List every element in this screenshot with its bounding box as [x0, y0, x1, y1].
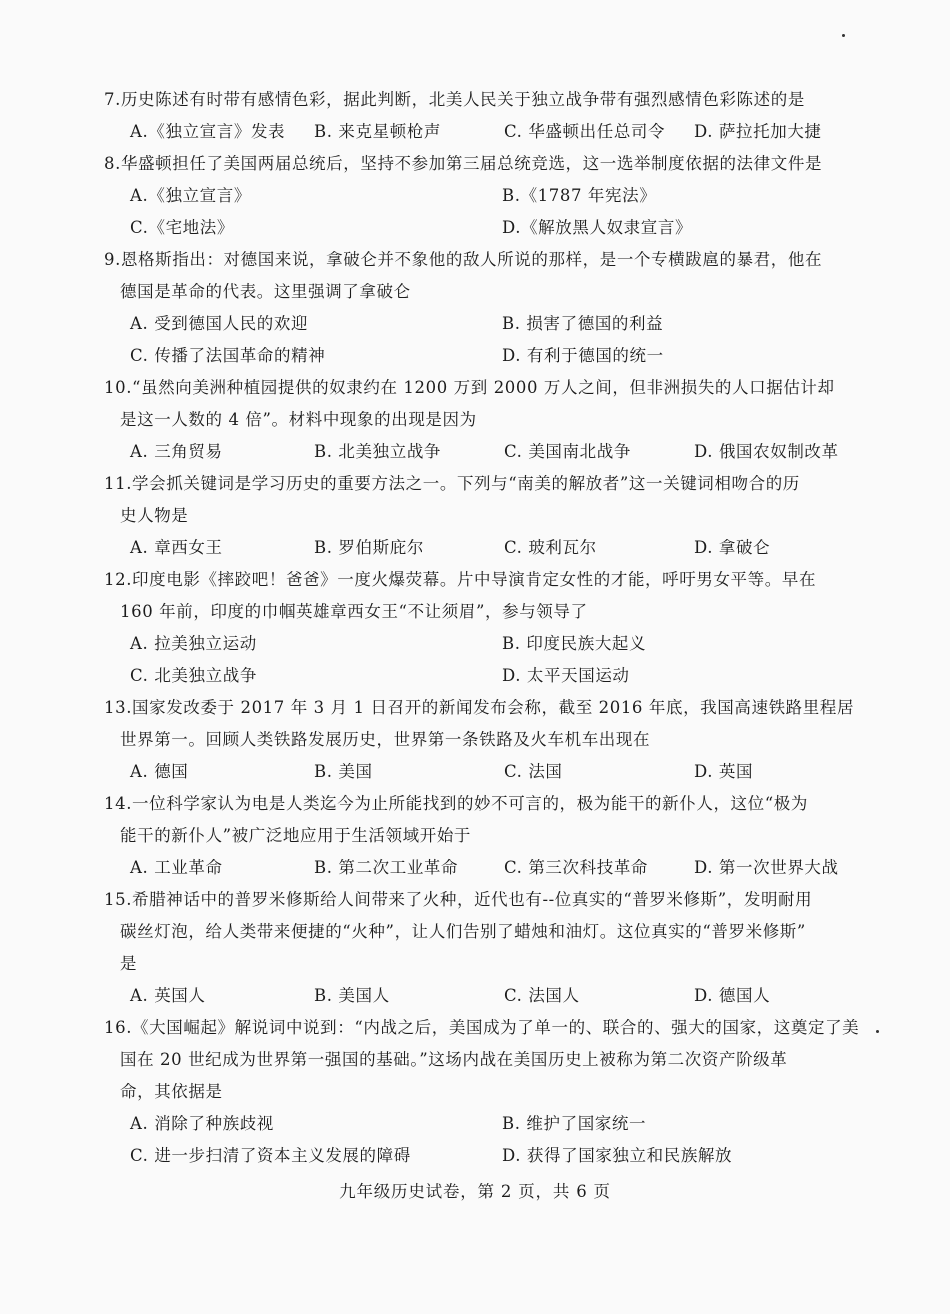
- question-stem: 7.历史陈述有时带有感情色彩，据此判断，北美人民关于独立战争带有强烈感情色彩陈述的是: [104, 90, 805, 109]
- answer-option: B. 印度民族大起义: [502, 634, 647, 653]
- question-block: [104, 468, 864, 564]
- answer-option: C. 北美独立战争: [130, 666, 257, 685]
- question-block: [104, 564, 864, 692]
- answer-options: [104, 308, 864, 372]
- question-stem: 15.希腊神话中的普罗米修斯给人间带来了火种，近代也有--位真实的“普罗米修斯”，发明耐用: [104, 890, 813, 909]
- answer-option: B. 罗伯斯庇尔: [314, 538, 424, 557]
- answer-option: D. 太平天国运动: [502, 666, 630, 685]
- question-stem: 16.《大国崛起》解说词中说到：“内战之后，美国成为了单一的、联合的、强大的国家，这奠定了美: [104, 1018, 860, 1037]
- answer-option: D. 萨拉托加大捷: [694, 122, 822, 141]
- question-stem: 10.“虽然向美洲种植园提供的奴隶约在 1200 万到 2000 万人之间，但非洲损失的人口据估计却: [104, 378, 835, 397]
- scan-speck: [842, 34, 845, 37]
- answer-options: [104, 116, 864, 148]
- answer-option: D. 第一次世界大战: [694, 858, 839, 877]
- question-stem-continued: 碳丝灯泡，给人类带来便捷的“火种”，让人们告别了蜡烛和油灯。这位真实的“普罗米修斯”: [120, 922, 806, 941]
- answer-option: B. 美国人: [314, 986, 390, 1005]
- answer-options: [104, 1108, 864, 1172]
- page-footer: 九年级历史试卷，第 2 页，共 6 页: [339, 1182, 611, 1201]
- question-stem-continued: 能干的新仆人”被广泛地应用于生活领域开始于: [120, 826, 472, 845]
- answer-option: C.《宅地法》: [130, 218, 234, 237]
- answer-option: D.《解放黑人奴隶宣言》: [502, 218, 693, 237]
- question-list: [104, 84, 864, 1172]
- question-stem: 14.一位科学家认为电是人类迄今为止所能找到的妙不可言的，极为能干的新仆人，这位“极为: [104, 794, 808, 813]
- answer-option: A.《独立宣言》: [130, 186, 251, 205]
- answer-option: D. 获得了国家独立和民族解放: [502, 1146, 733, 1165]
- question-block: [104, 372, 864, 468]
- answer-option: C. 玻利瓦尔: [504, 538, 597, 557]
- answer-option: B. 损害了德国的利益: [502, 314, 664, 333]
- question-stem-continued: 是这一人数的 4 倍”。材料中现象的出现是因为: [120, 410, 477, 429]
- answer-option: B. 维护了国家统一: [502, 1114, 647, 1133]
- question-stem-continued: 国在 20 世纪成为世界第一强国的基础。”这场内战在美国历史上被称为第二次资产阶级革: [120, 1050, 788, 1069]
- answer-option: C. 第三次科技革命: [504, 858, 649, 877]
- question-stem-continued: 是: [120, 954, 138, 973]
- answer-option: B. 第二次工业革命: [314, 858, 459, 877]
- answer-option: C. 法国人: [504, 986, 580, 1005]
- answer-option: D. 拿破仑: [694, 538, 771, 557]
- answer-option: C. 法国: [504, 762, 563, 781]
- question-stem-continued: 史人物是: [120, 506, 189, 525]
- answer-option: A. 德国: [130, 762, 189, 781]
- answer-options: [104, 436, 864, 468]
- answer-option: C. 传播了法国革命的精神: [130, 346, 326, 365]
- question-block: [104, 84, 864, 148]
- answer-option: A. 章西女王: [130, 538, 223, 557]
- answer-option: C. 美国南北战争: [504, 442, 631, 461]
- answer-option: B. 北美独立战争: [314, 442, 442, 461]
- question-block: [104, 244, 864, 372]
- answer-option: A.《独立宣言》发表: [130, 122, 286, 141]
- question-stem-continued: 德国是革命的代表。这里强调了拿破仑: [120, 282, 411, 301]
- answer-option: D. 有利于德国的统一: [502, 346, 664, 365]
- question-stem: 9.恩格斯指出：对德国来说，拿破仑并不象他的敌人所说的那样，是一个专横跋扈的暴君，他在: [104, 250, 823, 269]
- answer-options: [104, 180, 864, 244]
- answer-option: B.《1787 年宪法》: [502, 186, 657, 205]
- question-stem: 8.华盛顿担任了美国两届总统后，坚持不参加第三届总统竞选，这一选举制度依据的法律文件是: [104, 154, 823, 173]
- answer-options: [104, 756, 864, 788]
- answer-option: D. 俄国农奴制改革: [694, 442, 839, 461]
- answer-option: A. 消除了种族歧视: [130, 1114, 274, 1133]
- question-block: [104, 148, 864, 244]
- answer-options: [104, 852, 864, 884]
- answer-option: A. 英国人: [130, 986, 206, 1005]
- question-stem-continued: 160 年前，印度的巾帼英雄章西女王“不让须眉”，参与领导了: [120, 602, 588, 621]
- question-block: [104, 692, 864, 788]
- question-block: [104, 884, 864, 1012]
- answer-options: [104, 532, 864, 564]
- answer-option: A. 受到德国人民的欢迎: [130, 314, 309, 333]
- question-block: [104, 788, 864, 884]
- answer-options: [104, 980, 864, 1012]
- question-stem-continued: 命，其依据是: [120, 1082, 223, 1101]
- answer-option: D. 德国人: [694, 986, 771, 1005]
- question-block: [104, 1012, 864, 1172]
- answer-option: A. 三角贸易: [130, 442, 223, 461]
- question-stem: 13.国家发改委于 2017 年 3 月 1 日召开的新闻发布会称，截至 2016 年底，我国高速铁路里程居: [104, 698, 855, 717]
- answer-option: B. 美国: [314, 762, 373, 781]
- scan-speck: [876, 1030, 879, 1033]
- question-stem: 11.学会抓关键词是学习历史的重要方法之一。下列与“南美的解放者”这一关键词相吻合的历: [104, 474, 800, 493]
- answer-option: A. 拉美独立运动: [130, 634, 257, 653]
- answer-option: C. 进一步扫清了资本主义发展的障碍: [130, 1146, 411, 1165]
- answer-option: A. 工业革命: [130, 858, 223, 877]
- answer-option: B. 来克星顿枪声: [314, 122, 442, 141]
- question-stem-continued: 世界第一。回顾人类铁路发展历史，世界第一条铁路及火车机车出现在: [120, 730, 651, 749]
- answer-option: D. 英国: [694, 762, 754, 781]
- answer-options: [104, 628, 864, 692]
- question-stem: 12.印度电影《摔跤吧！爸爸》一度火爆荧幕。片中导演肯定女性的才能，呼吁男女平等。早在: [104, 570, 817, 589]
- answer-option: C. 华盛顿出任总司令: [504, 122, 666, 141]
